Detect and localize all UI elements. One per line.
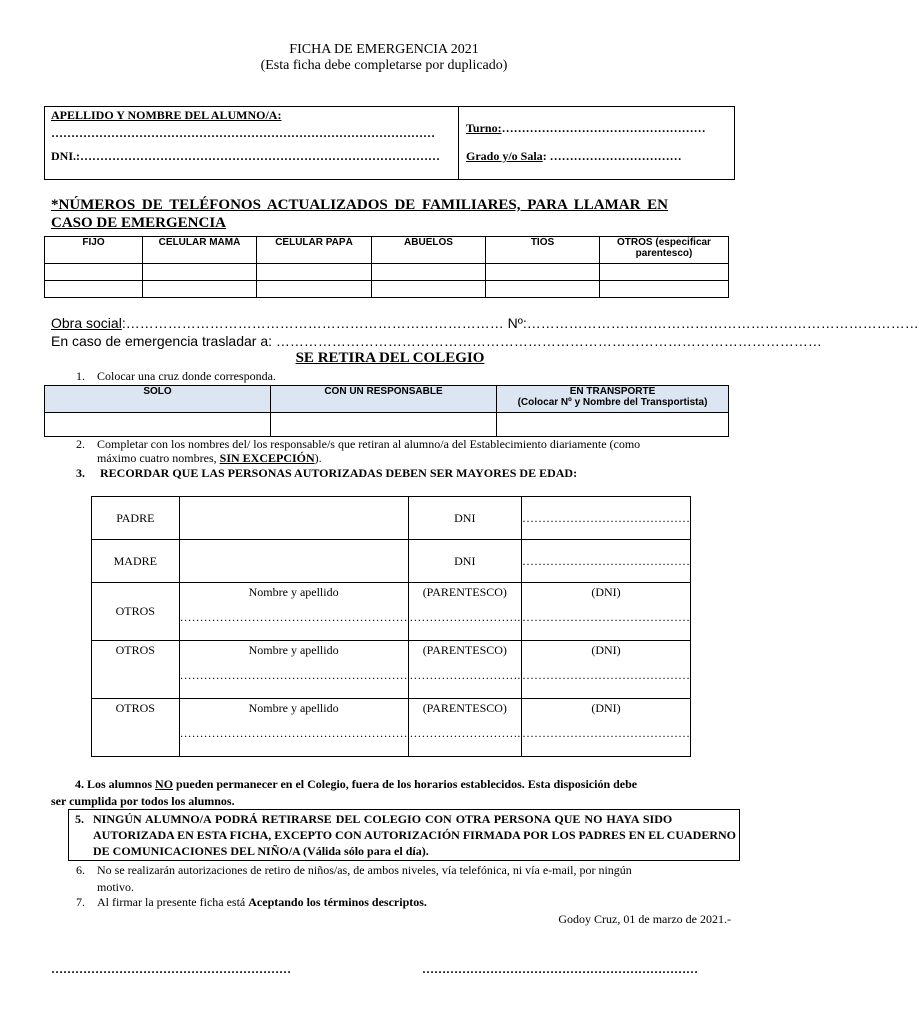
- option-transporte: EN TRANSPORTE (Colocar Nº y Nombre del Transportista): [497, 386, 729, 413]
- otros-parentesco-cell[interactable]: (PARENTESCO) ……………………….: [408, 699, 521, 757]
- col-celular-mama: CELULAR MAMÁ: [143, 237, 257, 264]
- otros-dni-cell[interactable]: (DNI) ……………………………………: [522, 583, 691, 641]
- student-name-line[interactable]: ……………………………………………………………………………………: [51, 126, 435, 140]
- item-3: 3. RECORDAR QUE LAS PERSONAS AUTORIZADAS DEBEN SER MAYORES DE EDAD:: [76, 466, 578, 480]
- student-info-box: [44, 106, 735, 180]
- madre-name-cell[interactable]: [179, 540, 408, 583]
- rule-6: 6. No se realizarán autorizaciones de retiro de niños/as, de ambos niveles, vía telefónica, ni vía e-mail, por ningún motivo.: [76, 863, 632, 894]
- rule-5-box: 5. NINGÚN ALUMNO/A PODRÁ RETIRARSE DEL COLEGIO CON OTRA PERSONA QUE NO HAYA SIDO AUTORIZADA EN ESTA FICHA, EXCEPTO CON AUTORIZACIÓN FIRMADA POR LOS PADRES EN EL CUADERNO DE COMUNICACIONES DEL NIÑO/A (Válida sólo para el día).: [68, 809, 740, 861]
- col-tios: TÍOS: [486, 237, 600, 264]
- authorized-persons-table: [91, 496, 691, 757]
- checkbox-transporte[interactable]: [497, 413, 729, 437]
- col-celular-papa: CELULAR PAPÁ: [257, 237, 372, 264]
- checkbox-solo[interactable]: [45, 413, 271, 437]
- rule-4: 4. Los alumnos NO pueden permanecer en el Colegio, fuera de los horarios establecidos. Esta disposición debe ser cumplida por todos los alumnos.: [51, 777, 638, 808]
- phones-heading: *NÚMEROS DE TELÉFONOS ACTUALIZADOS DE FAMILIARES, PARA LLAMAR EN CASO DE EMERGENCIA: [51, 197, 668, 231]
- option-responsable: CON UN RESPONSABLE: [271, 386, 497, 413]
- place-date: Godoy Cruz, 01 de marzo de 2021.-: [558, 912, 731, 926]
- turno-field[interactable]: Turno:……………………………………………: [466, 121, 706, 135]
- page-subtitle: (Esta ficha debe completarse por duplicado): [260, 58, 508, 73]
- phones-table: [44, 236, 729, 298]
- otros-dni-cell[interactable]: (DNI) ……………………………………: [522, 641, 691, 699]
- signature-line-right[interactable]: ……………………………………………………………: [422, 962, 698, 976]
- rule-7: 7. Al firmar la presente ficha está Aceptando los términos descriptos.: [76, 895, 427, 909]
- otros-dni-cell[interactable]: (DNI) ……………………………………: [522, 699, 691, 757]
- item-1: 1. Colocar una cruz donde corresponda.: [76, 369, 276, 383]
- checkbox-responsable[interactable]: [271, 413, 497, 437]
- dni-line[interactable]: ………………………………………………………………………………: [80, 149, 440, 163]
- row-madre: [92, 540, 691, 583]
- page-title: FICHA DE EMERGENCIA 2021: [289, 42, 479, 57]
- row-otros: [92, 641, 691, 699]
- row-otros: [92, 699, 691, 757]
- obra-social-field[interactable]: Obra social:……………………………………………………………………… Nº:…………………………………………………………………………: [51, 315, 919, 331]
- otros-parentesco-cell[interactable]: (PARENTESCO) ……………………….: [408, 583, 521, 641]
- item-2: 2. Completar con los nombres del/ los responsable/s que retiran al alumno/a del Establecimiento diariamente (como máximo cuatro nombres, SIN EXCEPCIÓN).: [76, 437, 641, 465]
- otros-parentesco-cell[interactable]: (PARENTESCO) ……………………….: [408, 641, 521, 699]
- madre-dni-line[interactable]: ……………………………………: [522, 540, 691, 583]
- label-otros: OTROS: [92, 641, 180, 699]
- col-otros: OTROS (especificar parentesco): [600, 237, 729, 264]
- retira-options-table: [44, 385, 729, 437]
- option-solo: SOLO: [45, 386, 271, 413]
- label-dni: DNI: [408, 540, 521, 583]
- padre-dni-line[interactable]: ……………………………………: [522, 497, 691, 540]
- padre-name-cell[interactable]: [179, 497, 408, 540]
- col-fijo: FIJO: [45, 237, 143, 264]
- col-abuelos: ABUELOS: [372, 237, 486, 264]
- traslado-field[interactable]: En caso de emergencia trasladar a: ………………………………………………………………………………………………………: [51, 333, 822, 349]
- phones-row: [45, 281, 729, 298]
- phones-row: [45, 264, 729, 281]
- label-dni: DNI: [408, 497, 521, 540]
- dni-label: DNI.:………………………………………………………………………………: [51, 149, 440, 163]
- student-name-label: APELLIDO Y NOMBRE DEL ALUMNO/A:: [51, 108, 282, 122]
- row-otros: [92, 583, 691, 641]
- otros-nombre-cell[interactable]: Nombre y apellido …………………………………………………: [179, 699, 408, 757]
- label-otros: OTROS: [92, 699, 180, 757]
- row-padre: [92, 497, 691, 540]
- grado-field[interactable]: Grado y/o Sala: ……………………………: [466, 149, 682, 163]
- signature-line-left[interactable]: ……………………………………………………: [51, 962, 291, 976]
- label-madre: MADRE: [92, 540, 180, 583]
- label-padre: PADRE: [92, 497, 180, 540]
- retira-heading: SE RETIRA DEL COLEGIO: [295, 350, 485, 366]
- otros-nombre-cell[interactable]: Nombre y apellido …………………………………………………: [179, 583, 408, 641]
- label-otros: OTROS: [92, 583, 180, 641]
- otros-nombre-cell[interactable]: Nombre y apellido …………………………………………………: [179, 641, 408, 699]
